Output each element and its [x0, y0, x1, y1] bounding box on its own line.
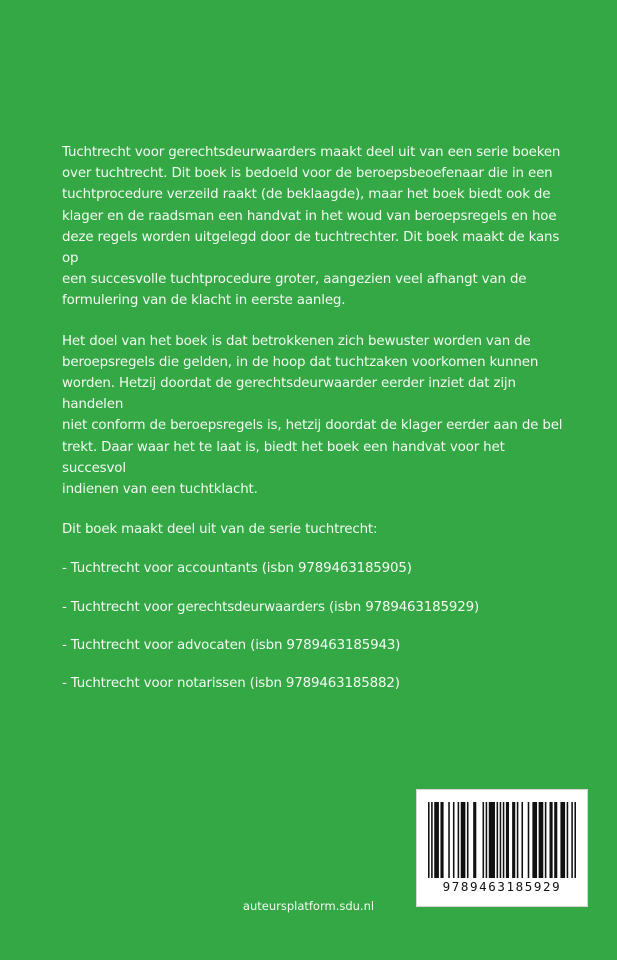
series-item-advocaten: - Tuchtrecht voor advocaten (isbn 9789463185943) — [62, 637, 401, 653]
barcode-bar — [497, 802, 499, 878]
barcode-bar — [550, 802, 553, 878]
barcode-digits: 9789463185929 — [442, 879, 562, 894]
barcode-bar — [428, 802, 430, 878]
barcode-bar — [453, 802, 455, 878]
barcode-bar — [483, 802, 485, 878]
description-paragraph-2: Het doel van het boek is dat betrokkenen zich bewuster worden van de beroepsregels die gelden, in de hoop dat tuchtzaken voorkomen kunnen worden. Hetzij doordat de gerechtsdeurwaarder eerder inziet dat zijn handelen niet conform de beroepsregels is, hetzij doordat de klager eerder aan de bel trekt. Daar waar het te laat is, biedt het boek een handvat voor het succesvol indienen van een tuchtklacht. — [62, 333, 563, 498]
barcode-bar — [506, 802, 509, 878]
description-block — [62, 142, 568, 711]
barcode-bar — [539, 802, 544, 878]
barcode-bars — [428, 802, 576, 878]
series-intro: Dit boek maakt deel uit van de serie tuchtrecht: — [62, 522, 378, 538]
barcode-bar — [500, 802, 502, 878]
barcode-bar — [521, 802, 523, 878]
barcode-bar — [554, 802, 557, 878]
barcode-bar — [434, 802, 439, 878]
isbn-barcode — [416, 789, 588, 907]
barcode-bar — [517, 802, 519, 878]
description-paragraph-1: Tuchtrecht voor gerechtsdeurwaarders maakt deel uit van een serie boeken over tuchtrecht. Dit boek is bedoeld voor de beroepsbeoefenaar die in een tuchtprocedure verzeild raakt (de beklaagde), maar het boek biedt ook de klager en de raadsman een handvat in het woud van beroepsregels en hoe deze regels worden uitgelegd door de tuchtrechter. Dit boek maakt de kans op een succesvolle tuchtprocedure groter, aangezien veel afhangt van de formulering van de klacht in eerste aanleg. — [62, 145, 561, 309]
barcode-bar — [486, 802, 488, 878]
barcode-bar — [467, 802, 469, 878]
publisher-website: auteursplatform.sdu.nl — [242, 899, 375, 913]
series-item-notarissen: - Tuchtrecht voor notarissen (isbn 9789463185882) — [62, 676, 400, 692]
barcode-bar — [571, 802, 573, 878]
barcode-bar — [532, 802, 537, 878]
barcode-bar — [545, 802, 547, 878]
series-item-gerechtsdeurwaarders: - Tuchtrecht voor gerechtsdeurwaarders (isbn 9789463185929) — [62, 599, 480, 615]
barcode-bar — [512, 802, 515, 878]
barcode-bar — [448, 802, 450, 878]
barcode-bar — [473, 802, 476, 878]
barcode-bar — [440, 802, 443, 878]
barcode-bar — [567, 802, 569, 878]
barcode-bar — [431, 802, 433, 878]
barcode-bar — [560, 802, 565, 878]
barcode-bar — [528, 802, 530, 878]
barcode-bar — [574, 802, 576, 878]
barcode-bar — [461, 802, 466, 878]
barcode-bar — [503, 802, 505, 878]
barcode-bar — [489, 802, 495, 878]
barcode-bar — [458, 802, 460, 878]
series-item-accountants: - Tuchtrecht voor accountants (isbn 9789463185905) — [62, 561, 412, 577]
